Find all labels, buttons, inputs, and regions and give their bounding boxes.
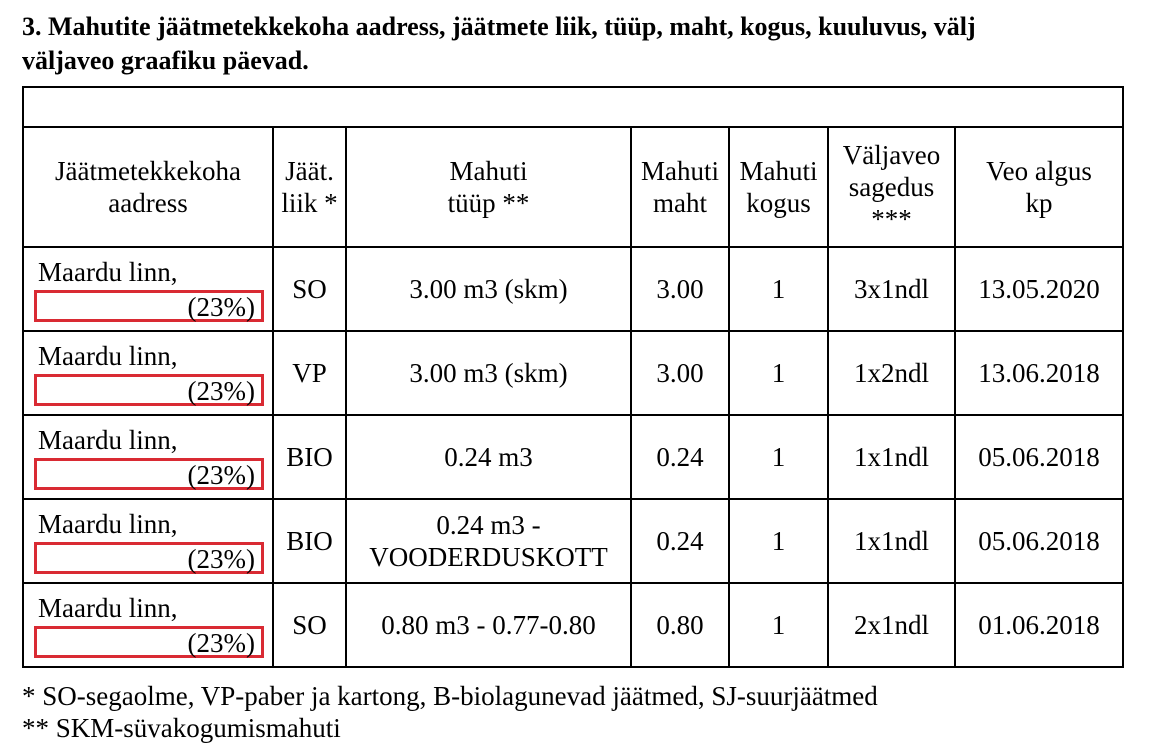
header-waste-type-line: Jäät.: [285, 156, 334, 186]
redaction-box: [34, 626, 264, 658]
container-type-cell: [346, 247, 631, 331]
address-cell: [23, 331, 273, 415]
header-volume-line: maht: [653, 188, 707, 218]
volume-cell: 3.00: [631, 331, 729, 415]
header-container-type: [346, 127, 631, 247]
share-percent: (23%): [187, 460, 255, 490]
table-row: [23, 499, 1123, 583]
footnote-container-types: ** SKM-süvakogumismahuti: [22, 713, 341, 743]
redaction-box: [34, 542, 264, 574]
waste-type-cell: VP: [273, 331, 346, 415]
header-start-date-line: Veo algus: [986, 156, 1092, 186]
share-percent: (23%): [187, 376, 255, 406]
address-text: Maardu linn,: [38, 257, 178, 287]
header-frequency: [828, 127, 955, 247]
container-type-cell-line: 3.00 m3 (skm): [409, 274, 568, 304]
count-cell: 1: [729, 499, 828, 583]
waste-type-cell: SO: [273, 247, 346, 331]
start-date-cell: 13.05.2020: [955, 247, 1123, 331]
waste-type-cell: BIO: [273, 499, 346, 583]
volume-cell: 0.80: [631, 583, 729, 667]
start-date-cell: 05.06.2018: [955, 499, 1123, 583]
redaction-box: [34, 374, 264, 406]
header-count: [729, 127, 828, 247]
address-text: Maardu linn,: [38, 341, 178, 371]
header-address-line: aadress: [108, 188, 188, 218]
table-row: [23, 583, 1123, 667]
volume-cell: 3.00: [631, 247, 729, 331]
header-frequency-line: ***: [871, 204, 912, 234]
count-cell: 1: [729, 247, 828, 331]
share-percent: (23%): [187, 292, 255, 322]
header-volume-line: Mahuti: [641, 156, 719, 186]
container-type-cell-line: 0.24 m3: [444, 442, 533, 472]
table-blank-cell: [23, 87, 1123, 127]
header-waste-type: [273, 127, 346, 247]
share-percent: (23%): [187, 628, 255, 658]
waste-type-cell: BIO: [273, 415, 346, 499]
header-frequency-line: Väljaveo: [842, 140, 941, 170]
address-cell: [23, 247, 273, 331]
container-type-cell: [346, 415, 631, 499]
frequency-cell: 2x1ndl: [828, 583, 955, 667]
redaction-box: [34, 290, 264, 322]
header-waste-type-line: liik *: [281, 188, 338, 218]
table-body: [23, 247, 1123, 667]
start-date-cell: 05.06.2018: [955, 415, 1123, 499]
section-heading: [22, 10, 1172, 78]
count-cell: 1: [729, 415, 828, 499]
table-row: [23, 331, 1123, 415]
table-row: [23, 247, 1123, 331]
start-date-cell: 01.06.2018: [955, 583, 1123, 667]
share-percent: (23%): [187, 544, 255, 574]
container-type-cell-line: VOODERDUSKOTT: [369, 542, 608, 572]
header-start-date: [955, 127, 1123, 247]
address-cell: [23, 415, 273, 499]
redaction-box: [34, 458, 264, 490]
container-type-cell: [346, 331, 631, 415]
volume-cell: 0.24: [631, 415, 729, 499]
container-type-cell: [346, 583, 631, 667]
header-address: [23, 127, 273, 247]
section-heading-line-2: väljaveo graafiku päevad.: [22, 46, 309, 75]
table-header-row: [23, 127, 1123, 247]
container-type-cell-line: 3.00 m3 (skm): [409, 358, 568, 388]
footnote-waste-types: * SO-segaolme, VP-paber ja kartong, B-biolagunevad jäätmed, SJ-suurjäätmed: [22, 681, 878, 711]
header-container-type-line: tüüp **: [447, 188, 530, 218]
start-date-cell: 13.06.2018: [955, 331, 1123, 415]
frequency-cell: 1x1ndl: [828, 415, 955, 499]
frequency-cell: 3x1ndl: [828, 247, 955, 331]
table-row: [23, 415, 1123, 499]
header-container-type-line: Mahuti: [449, 156, 528, 186]
header-frequency-line: sagedus: [848, 172, 935, 202]
address-text: Maardu linn,: [38, 425, 178, 455]
container-type-cell: [346, 499, 631, 583]
header-count-line: kogus: [746, 188, 811, 218]
header-start-date-line: kp: [1025, 188, 1053, 218]
containers-table: [22, 86, 1124, 668]
address-cell: [23, 583, 273, 667]
container-type-cell-line: 0.24 m3 -: [436, 510, 541, 540]
frequency-cell: 1x2ndl: [828, 331, 955, 415]
count-cell: 1: [729, 331, 828, 415]
volume-cell: 0.24: [631, 499, 729, 583]
footnotes: [22, 680, 878, 744]
header-address-line: Jäätmetekkekoha: [55, 156, 241, 186]
header-volume: [631, 127, 729, 247]
address-cell: [23, 499, 273, 583]
section-heading-line-1: 3. Mahutite jäätmetekkekoha aadress, jäätmete liik, tüüp, maht, kogus, kuuluvus, välj: [22, 12, 976, 41]
header-count-line: Mahuti: [739, 156, 818, 186]
address-text: Maardu linn,: [38, 509, 178, 539]
frequency-cell: 1x1ndl: [828, 499, 955, 583]
table-blank-row: [23, 87, 1123, 127]
waste-type-cell: SO: [273, 583, 346, 667]
count-cell: 1: [729, 583, 828, 667]
address-text: Maardu linn,: [38, 593, 178, 623]
container-type-cell-line: 0.80 m3 - 0.77-0.80: [381, 610, 596, 640]
